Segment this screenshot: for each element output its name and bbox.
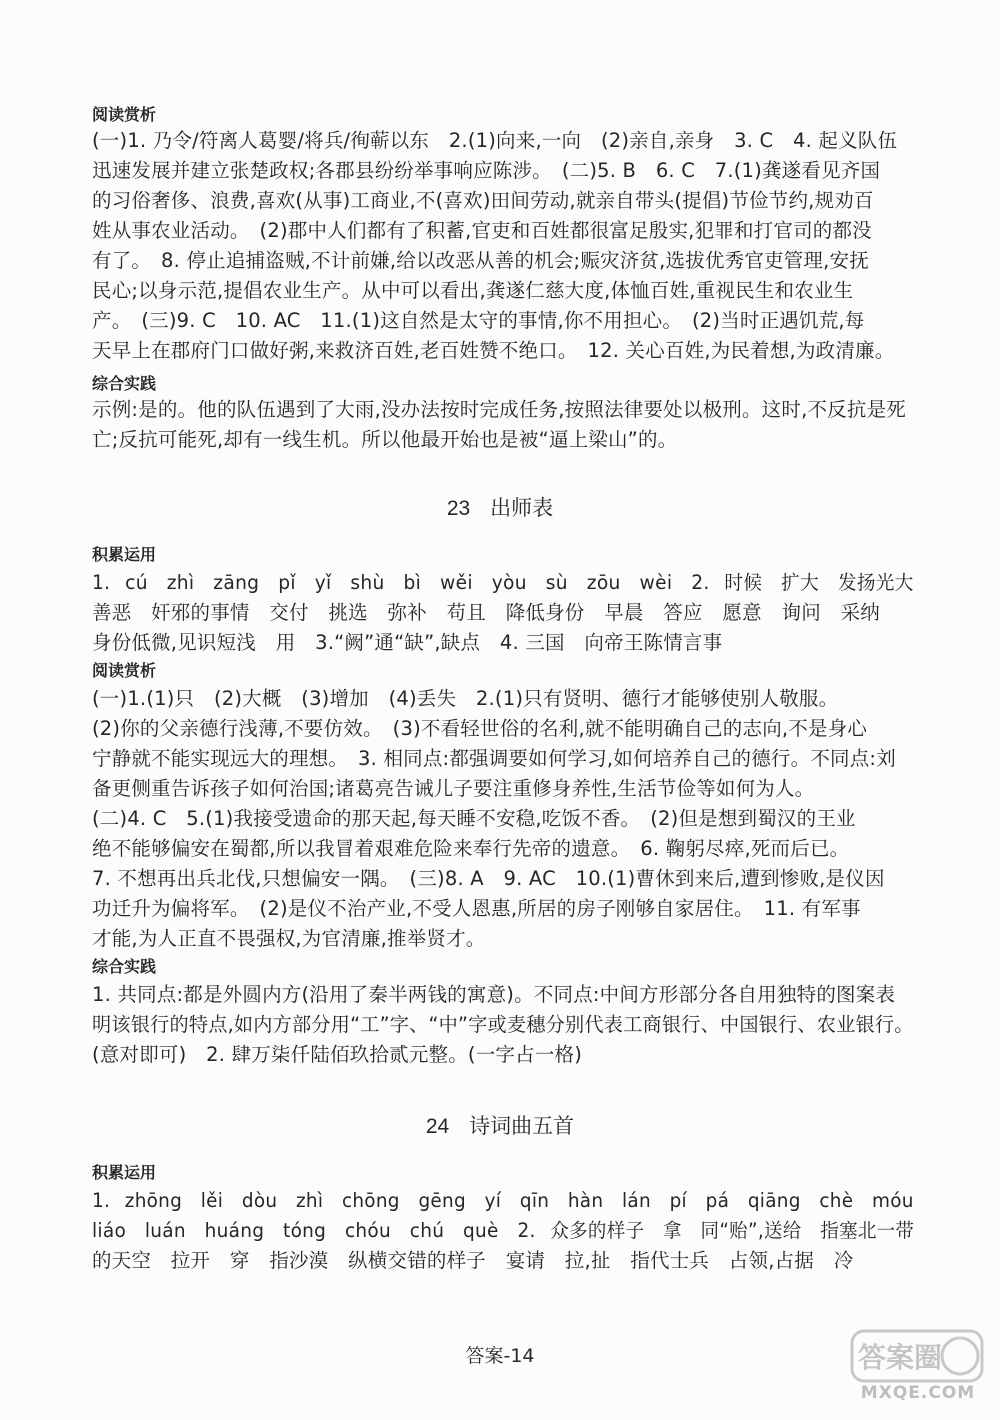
- watermark-logo-icon: [848, 1325, 988, 1387]
- section-22-reading-line: 有了。 8. 停止追捕盗贼,不计前嫌,给以改恶从善的机会;赈灾济贫,选拔优秀官吏管理,安抚: [92, 249, 869, 272]
- section-22-practice-line: 示例:是的。他的队伍遇到了大雨,没办法按时完成任务,按照法律要处以极刑。这时,不反抗是死: [92, 398, 906, 421]
- section-24-title: [0, 1113, 1000, 1140]
- section-23-accum-line: 1. cú zhì zāng pǐ yǐ shù bì wěi yòu sù zōu wèi 2. 时候 扩大 发扬光大: [92, 571, 914, 594]
- section-24-accum-line: 的天空 拉开 穿 指沙漠 纵横交错的样子 宴请 拉,扯 指代士兵 占领,占据 冷: [92, 1249, 854, 1272]
- section-22-reading-line: 产。 (三)9. C 10. AC 11.(1)这自然是太守的事情,你不用担心。 (2)当时正遇饥荒,每: [92, 309, 865, 332]
- section-24-accum-line: 1. zhōng lěi dòu zhì chōng gēng yí qīn hàn lán pí pá qiāng chè móu: [92, 1189, 914, 1212]
- section-22-reading-heading: 阅读赏析: [92, 105, 157, 124]
- page-number: 答案-14: [465, 1345, 535, 1367]
- section-24-accum-line: liáo luán huáng tóng chóu chú què 2. 众多的样子 拿 同“贻”,送给 指塞北一带: [92, 1219, 915, 1242]
- section-22-reading-line: 迅速发展并建立张楚政权;各郡县纷纷举事响应陈涉。 (二)5. B 6. C 7.(1)龚遂看见齐国: [92, 159, 881, 182]
- section-23-number: 23: [446, 497, 471, 520]
- section-22-reading-line: 姓从事农业活动。 (2)郡中人们都有了积蓄,官吏和百姓都很富足殷实,犯罪和打官司的都没: [92, 219, 872, 242]
- section-23-reading-line: 功迁升为偏将军。 (2)是仪不治产业,不受人恩惠,所居的房子刚够自家居住。 11. 有军事: [92, 897, 861, 920]
- section-23-reading-line: 绝不能够偏安在蜀都,所以我冒着艰难危险来奉行先帝的遗意。 6. 鞠躬尽瘁,死而后已。: [92, 837, 850, 860]
- section-23-reading-line: (一)1.(1)只 (2)大概 (3)增加 (4)丢失 2.(1)只有贤明、德行才能够使别人敬服。: [92, 687, 839, 710]
- section-23-reading-line: 备更侧重告诉孩子如何治国;诸葛亮告诫儿子要注重修身养性,生活节俭等如何为人。: [92, 777, 815, 800]
- section-22-practice-heading: 综合实践: [92, 374, 157, 393]
- section-24-accum-heading: 积累运用: [92, 1163, 157, 1182]
- section-23-accum-heading: 积累运用: [92, 545, 157, 564]
- section-23-title-text: 出师表: [490, 496, 554, 520]
- watermark-text: MXQE.COM: [860, 1383, 976, 1403]
- section-22-reading-line: 天早上在郡府门口做好粥,来救济百姓,老百姓赞不绝口。 12. 关心百姓,为民着想,为政清廉。: [92, 339, 895, 362]
- section-22-reading-line: 的习俗奢侈、浪费,喜欢(从事)工商业,不(喜欢)田间劳动,就亲自带头(提倡)节俭节约,规劝百: [92, 189, 874, 212]
- section-23-practice-line: (意对即可) 2. 肆万柒仟陆佰玖拾贰元整。(一字占一格): [92, 1043, 583, 1066]
- section-23-reading-line: 宁静就不能实现远大的理想。 3. 相同点:都强调要如何学习,如何培养自己的德行。不同点:刘: [92, 747, 896, 770]
- section-23-accum-line: 身份低微,见识短浅 用 3.“阙”通“缺”,缺点 4. 三国 向帝王陈情言事: [92, 631, 723, 654]
- section-22-practice-line: 亡;反抗可能死,却有一线生机。所以他最开始也是被“逼上梁山”的。: [92, 428, 678, 451]
- section-23-reading-line: 才能,为人正直不畏强权,为官清廉,推举贤才。: [92, 927, 486, 950]
- watermark: [848, 1325, 988, 1415]
- section-23-reading-line: (2)你的父亲德行浅薄,不要仿效。 (3)不看轻世俗的名利,就不能明确自己的志向,不是身心: [92, 717, 868, 740]
- section-24-number: 24: [425, 1115, 450, 1138]
- section-23-practice-line: 1. 共同点:都是外圆内方(沿用了秦半两钱的寓意)。不同点:中间方形部分各自用独特的图案表: [92, 983, 896, 1006]
- section-23-reading-heading: 阅读赏析: [92, 661, 157, 680]
- section-22-reading-line: 民心;以身示范,提倡农业生产。从中可以看出,龚遂仁慈大度,体恤百姓,重视民生和农业生: [92, 279, 854, 302]
- section-23-practice-line: 明该银行的特点,如内方部分用“工”字、“中”字或麦穗分别代表工商银行、中国银行、农业银行。: [92, 1013, 914, 1036]
- section-23-reading-line: 7. 不想再出兵北伐,只想偏安一隅。 (三)8. A 9. AC 10.(1)曹休到来后,遭到惨败,是仪因: [92, 867, 885, 890]
- section-22-reading-line: (一)1. 乃令/符离人葛婴/将兵/徇蕲以东 2.(1)向来,一向 (2)亲自,亲身 3. C 4. 起义队伍: [92, 129, 898, 152]
- section-23-accum-line: 善恶 奸邪的事情 交付 挑选 弥补 苟且 降低身份 早晨 答应 愿意 询问 采纳: [92, 601, 881, 624]
- section-23-practice-heading: 综合实践: [92, 957, 157, 976]
- section-23-title: [0, 495, 1000, 522]
- watermark-logo-text: 答案圈: [857, 1341, 943, 1374]
- section-23-reading-line: (二)4. C 5.(1)我接受遗命的那天起,每天睡不安稳,吃饭不香。 (2)但是想到蜀汉的王业: [92, 807, 856, 830]
- section-24-title-text: 诗词曲五首: [469, 1114, 575, 1138]
